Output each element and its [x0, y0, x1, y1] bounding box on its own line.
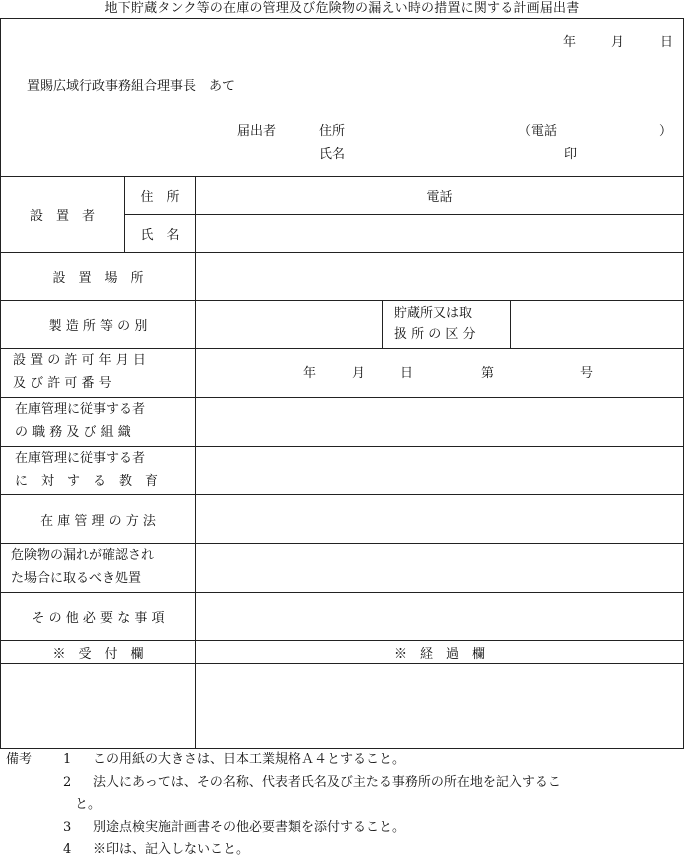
- label-permit-line2: 及 び 許 可 番 号: [13, 376, 112, 391]
- label-progress: [196, 641, 683, 663]
- label-phone-text: 電話: [426, 190, 453, 205]
- label-location-text: 設 置 場 所: [52, 271, 144, 286]
- rule: [0, 348, 684, 349]
- leak-measures-field[interactable]: [196, 544, 683, 592]
- label-reception-text: ※ 受 付 欄: [52, 646, 144, 662]
- label-installer: [1, 177, 124, 252]
- frame-bottom: [0, 748, 684, 749]
- label-progress-text: ※ 経 過 欄: [393, 646, 485, 662]
- label-storage-line1: 貯蔵所又は取: [394, 306, 473, 321]
- note-4-text: ※印は、記入しないこと。: [93, 842, 250, 857]
- label-location: [1, 253, 195, 300]
- permit-month: 月: [352, 366, 366, 381]
- note-3-num: 3: [63, 820, 72, 835]
- label-method: [1, 495, 195, 543]
- rule: [0, 663, 684, 664]
- label-other-text: そ の 他 必 要 な 事 項: [31, 611, 165, 626]
- label-name-text: 氏 名: [140, 228, 180, 243]
- permit-day: 日: [400, 366, 414, 381]
- label-staff-line2: の 職 務 及 び 組 織: [15, 425, 131, 440]
- facility-type-field[interactable]: [196, 301, 382, 348]
- permit-year: 年: [303, 366, 317, 381]
- label-staff-line1: 在庫管理に従事する者: [15, 402, 146, 417]
- applicant-name-label: 氏名: [319, 147, 346, 162]
- date-month: 月: [611, 35, 625, 50]
- label-facility-type-text: 製 造 所 等 の 別: [48, 319, 148, 334]
- staff-field[interactable]: [196, 398, 683, 446]
- method-field[interactable]: [196, 495, 683, 543]
- label-address: [125, 177, 195, 214]
- permit-no: 第: [481, 366, 495, 381]
- note-3-text: 別途点検実施計画書その他必要書類を添付すること。: [93, 820, 406, 835]
- frame-top: [0, 18, 684, 19]
- label-reception: [1, 641, 195, 663]
- label-leak-line1: 危険物の漏れが確認され: [11, 548, 155, 563]
- rule: [382, 300, 383, 349]
- applicant-label: 届出者: [237, 124, 277, 139]
- note-2-cont: と。: [75, 797, 102, 812]
- permit-go: 号: [580, 366, 594, 381]
- seal-mark: 印: [564, 147, 578, 162]
- applicant-phone-close: ）: [659, 124, 673, 139]
- label-method-text: 在 庫 管 理 の 方 法: [40, 513, 156, 529]
- label-storage-line2: 扱 所 の 区 分: [394, 327, 476, 342]
- notes-label: 備考: [6, 752, 33, 767]
- location-field[interactable]: [196, 253, 683, 300]
- other-matters-field[interactable]: [196, 593, 683, 640]
- label-edu-line2: に 対 す る 教 育: [15, 474, 159, 489]
- address-field[interactable]: [196, 177, 683, 214]
- label-leak-line2: た場合に取るべき処置: [11, 571, 142, 586]
- applicant-phone-open: （電話: [518, 124, 558, 139]
- date-year: 年: [563, 35, 577, 50]
- note-2-num: 2: [63, 775, 72, 790]
- note-1-text: この用紙の大きさは、日本工業規格Ａ４とすること。: [93, 752, 406, 767]
- label-address-text: 住 所: [140, 190, 180, 205]
- label-edu-line1: 在庫管理に従事する者: [15, 451, 146, 466]
- storage-category-field[interactable]: [511, 301, 683, 348]
- label-other: [1, 593, 195, 640]
- label-installer-text: 設 置 者: [29, 209, 95, 224]
- name-field[interactable]: [196, 215, 683, 252]
- date-day: 日: [660, 35, 674, 50]
- note-2-text: 法人にあっては、その名称、代表者氏名及び主たる事務所の所在地を記入するこ: [93, 775, 561, 790]
- label-permit-line1: 設 置 の 許 可 年 月 日: [13, 353, 146, 368]
- note-1-num: 1: [63, 752, 72, 767]
- label-name: [125, 215, 195, 252]
- applicant-address-label: 住所: [319, 124, 346, 139]
- education-field[interactable]: [196, 447, 683, 494]
- document-title: 地下貯蔵タンク等の在庫の管理及び危険物の漏えい時の措置に関する計画届出書: [104, 1, 580, 16]
- addressee: 置賜広域行政事務組合理事長 あて: [27, 79, 236, 94]
- note-4-num: 4: [63, 842, 72, 857]
- label-facility-type: [1, 301, 195, 348]
